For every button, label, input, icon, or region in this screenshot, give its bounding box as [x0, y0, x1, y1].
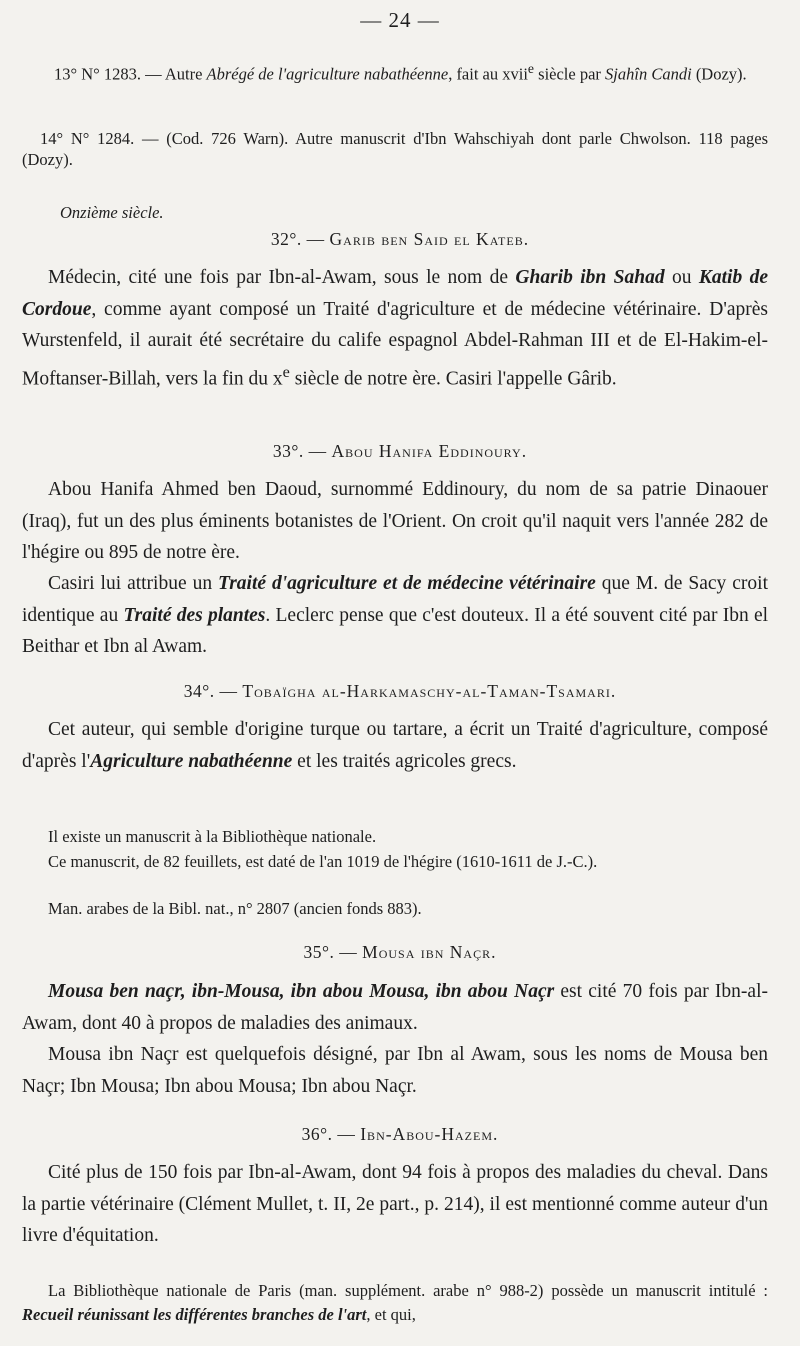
section-heading-35 [0, 942, 800, 963]
heading-name: Tobaïgha al-Harkamaschy-al-Taman-Tsamari. [242, 681, 617, 701]
page-number: — 24 — [360, 8, 440, 32]
text: Casiri lui attribue un [48, 573, 219, 594]
paragraph-32-1 [22, 262, 768, 395]
note-36-1 [22, 1279, 768, 1327]
entry-text: 13° N° 1283. — Autre [54, 64, 207, 84]
note-34-1: Il existe un manuscrit à la Bibliothèque nationale. [48, 827, 377, 846]
heading-name: Abou Hanifa Eddinoury. [331, 441, 528, 461]
superscript: e [282, 362, 290, 381]
entry-text: (Dozy). [691, 64, 747, 84]
entry-author: Sjahîn Candi [605, 64, 692, 84]
heading-name: Ibn-Abou-Hazem. [360, 1124, 499, 1144]
paragraph-35-1 [22, 976, 768, 1039]
paragraph-33-1: Abou Hanifa Ahmed ben Daoud, surnommé Eddinoury, du nom de sa patrie Dinaouer (Iraq), fut un des plus éminents botanistes de l'Orient. On croit qu'il naquit vers l'année 282 de l'hégire ou 895 de notre ère. [22, 479, 768, 563]
entry-title: Abrégé de l'agriculture nabathéenne [206, 64, 449, 84]
text: siècle de notre ère. Casiri l'appelle Gârib. [289, 368, 617, 389]
entry-text: , fait au xvii [448, 64, 528, 84]
emphasis: Recueil réunissant les différentes branches de l'art [22, 1305, 367, 1324]
paragraph-33-2 [22, 568, 768, 663]
century-heading: Onzième siècle. [60, 203, 164, 222]
paragraph-34-1 [22, 714, 768, 777]
text: Médecin, cité une fois par Ibn-al-Awam, sous le nom de [48, 267, 516, 288]
emphasis: Agriculture nabathéenne [90, 750, 293, 772]
section-heading-34 [0, 681, 800, 702]
heading-number: 33°. — [272, 441, 332, 461]
text: , et qui, [366, 1305, 416, 1324]
emphasis: Traité des plantes [123, 604, 266, 626]
heading-number: 35°. — [303, 942, 363, 962]
text: Cet auteur, qui semble d'origine turque ou tartare, a écrit un Traité d'agriculture, composé d'après l' [22, 719, 768, 772]
section-heading-33 [0, 441, 800, 462]
note-34-3: Man. arabes de la Bibl. nat., n° 2807 (ancien fonds 883). [48, 899, 422, 918]
text: . Leclerc pense que c'est douteux. Il a été souvent cité par Ibn el Beithar et Ibn al Awam. [22, 604, 769, 657]
emphasis: Traité d'agriculture et de médecine vétérinaire [218, 573, 596, 594]
text: est cité 70 fois par Ibn-al-Awam, dont 40 à propos de maladies des animaux. [22, 981, 768, 1034]
text: , comme ayant composé un Traité d'agriculture et de médecine vétérinaire. D'après Wurstenfeld, il aurait été secrétaire du calife espagnol Abdel-Rahman III et de El-Hakim-el-Moftanser-Billah, vers la fin du x [22, 298, 768, 389]
heading-number: 32°. — [270, 229, 330, 249]
section-heading-36 [0, 1124, 800, 1145]
heading-number: 36°. — [301, 1124, 361, 1144]
catalog-entry-13 [40, 58, 768, 85]
heading-number: 34°. — [183, 681, 243, 701]
emphasis: Mousa ben naçr, ibn-Mousa, ibn abou Mousa, ibn abou Naçr [48, 981, 555, 1002]
emphasis: Gharib ibn Sahad [515, 267, 665, 288]
text: ou [664, 267, 699, 288]
section-heading-32 [0, 229, 800, 250]
note-34-2: Ce manuscrit, de 82 feuillets, est daté de l'an 1019 de l'hégire (1610-1611 de J.-C.). [48, 852, 598, 871]
paragraph-35-2: Mousa ibn Naçr est quelquefois désigné, par Ibn al Awam, sous les noms de Mousa ben Naçr; Ibn Mousa; Ibn abou Mousa; Ibn abou Naçr. [22, 1044, 768, 1097]
text: et les traités agricoles grecs. [292, 750, 517, 772]
entry-text: siècle par [534, 64, 606, 84]
text: La Bibliothèque nationale de Paris (man. supplément. arabe n° 988-2) possède un manuscrit intitulé : [48, 1281, 768, 1300]
heading-name: Garib ben Said el Kateb. [329, 229, 530, 249]
superscript: e [527, 61, 535, 76]
catalog-entry-14: 14° N° 1284. — (Cod. 726 Warn). Autre manuscrit d'Ibn Wahschiyah dont parle Chwolson. 118 pages (Dozy). [22, 129, 768, 169]
heading-name: Mousa ibn Naçr. [362, 942, 497, 962]
emphasis: Katib de Cordoue [22, 267, 768, 320]
text: que M. de Sacy croit identique au [22, 573, 768, 626]
paragraph-36-1: Cité plus de 150 fois par Ibn-al-Awam, dont 94 fois à propos des maladies du cheval. Dans la partie vétérinaire (Clément Mullet, t. II, 2e part., p. 214), il est mentionné comme auteur d'un livre d'équitation. [22, 1162, 768, 1246]
